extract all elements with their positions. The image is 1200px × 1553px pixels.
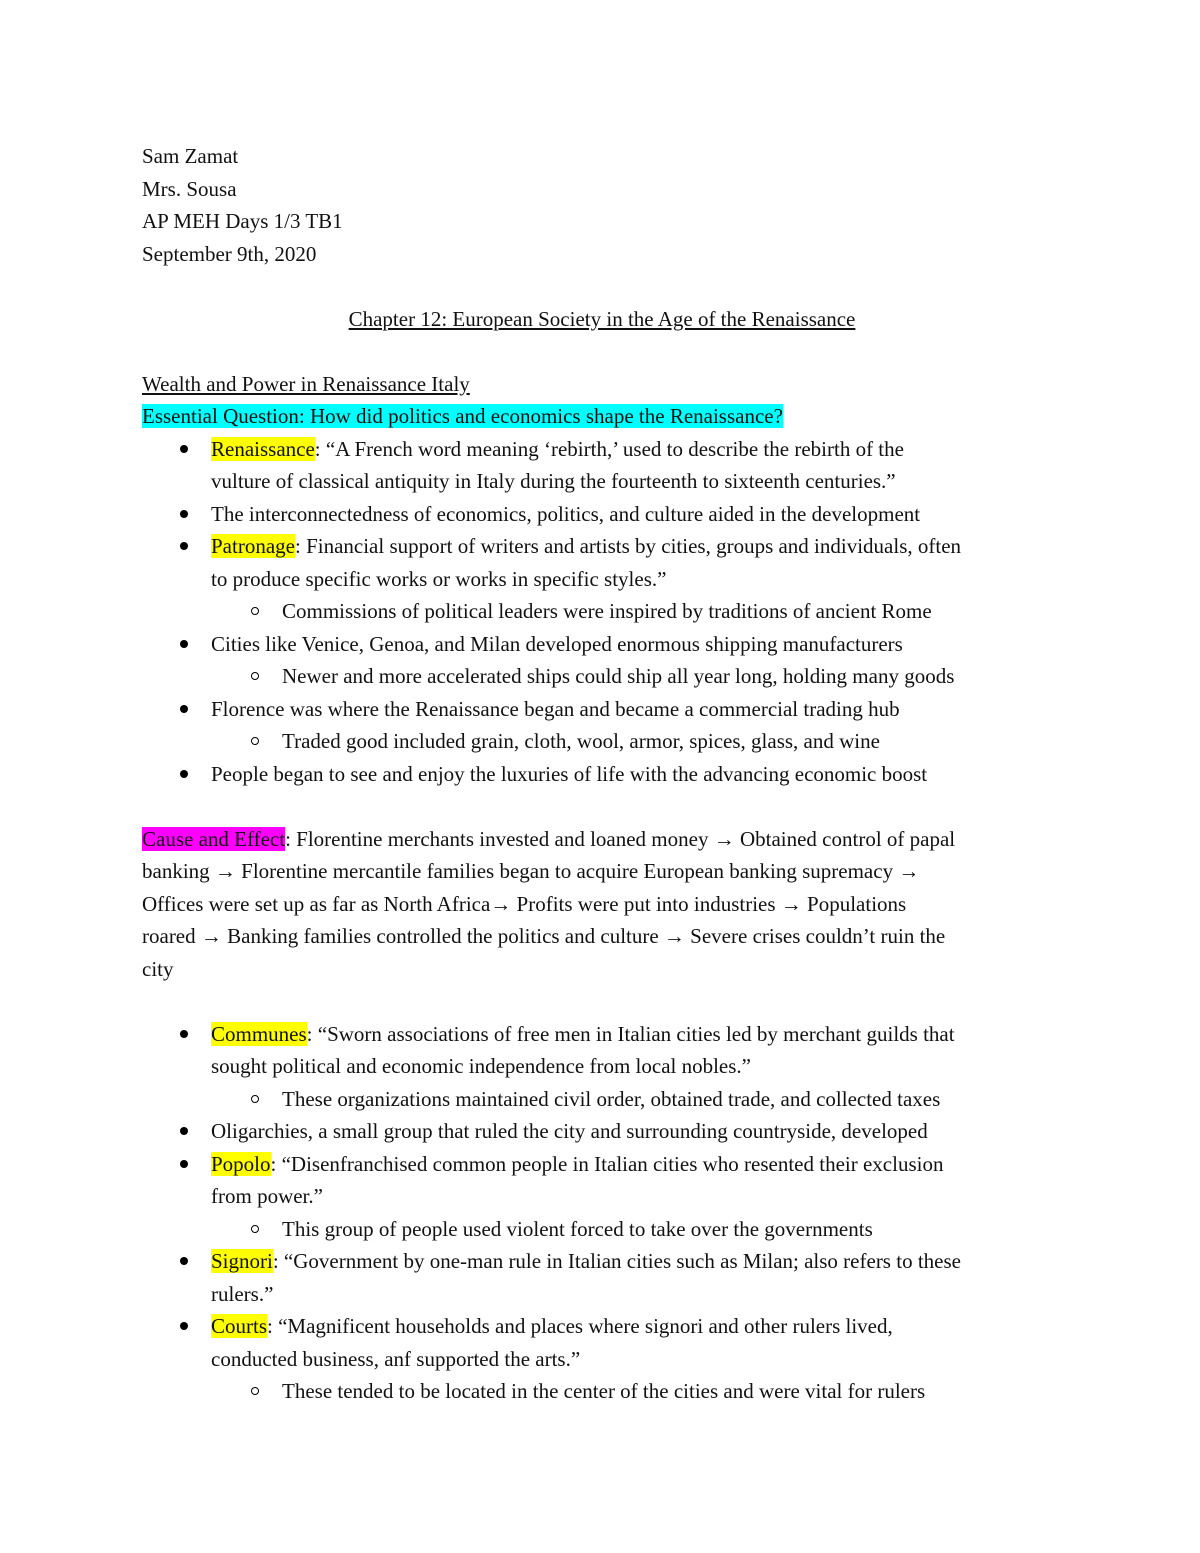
bullet-icon	[180, 640, 188, 648]
bullet-list-1	[142, 433, 1062, 791]
hollow-bullet-icon	[251, 672, 259, 680]
term-signori: Signori	[211, 1249, 273, 1273]
essential-question: Essential Question: How did politics and economics shape the Renaissance?	[142, 404, 783, 428]
hollow-bullet-icon	[251, 1095, 259, 1103]
section-heading: Wealth and Power in Renaissance Italy	[142, 371, 470, 396]
bullet-icon	[180, 1257, 188, 1265]
list-item: Patronage: Financial support of writers and artists by cities, groups and individuals, often to produce specific works or works in specific styles.” Commissions of political leaders were inspired by traditions of ancient Rome	[142, 530, 1062, 628]
list-item: Courts: “Magnificent households and places where signori and other rulers lived, conducted business, anf supported the arts.” These tended to be located in the center of the cities and were vital for rulers	[142, 1310, 1062, 1408]
list-item: Communes: “Sworn associations of free men in Italian cities led by merchant guilds that sought political and economic independence from local nobles.” These organizations maintained civil order, obtained trade, and collected taxes	[142, 1018, 1062, 1116]
bullet-icon	[180, 1030, 188, 1038]
sub-list-item: This group of people used violent forced to take over the governments	[211, 1213, 1062, 1246]
sub-list	[211, 1213, 1062, 1246]
cause-effect-label: Cause and Effect	[142, 826, 286, 851]
hollow-bullet-icon	[251, 1387, 259, 1395]
list-item: Signori: “Government by one-man rule in Italian cities such as Milan; also refers to these rulers.”	[142, 1245, 1062, 1310]
class-name: AP MEH Days 1/3 TB1	[142, 209, 343, 233]
list-item: Renaissance: “A French word meaning ‘rebirth,’ used to describe the rebirth of the vulture of classical antiquity in Italy during the fourteenth to sixteenth centuries.”	[142, 433, 1062, 498]
sub-list	[211, 660, 1062, 693]
term-patronage: Patronage	[211, 534, 295, 558]
list-item: Cities like Venice, Genoa, and Milan developed enormous shipping manufacturers Newer and more accelerated ships could ship all year long, holding many goods	[142, 628, 1062, 693]
list-item: The interconnectedness of economics, politics, and culture aided in the development	[142, 498, 1062, 531]
term-communes: Communes	[211, 1021, 307, 1046]
term-courts: Courts	[211, 1314, 268, 1338]
document-page	[142, 140, 1062, 1408]
bullet-icon	[180, 1127, 188, 1135]
sub-list-item: Newer and more accelerated ships could ship all year long, holding many goods	[211, 660, 1062, 693]
bullet-icon	[180, 705, 188, 713]
sub-list-item: These tended to be located in the center of the cities and were vital for rulers	[211, 1375, 1062, 1408]
bullet-icon	[180, 1322, 188, 1330]
hollow-bullet-icon	[251, 607, 259, 615]
bullet-icon	[180, 770, 188, 778]
sub-list	[211, 1375, 1062, 1408]
bullet-icon	[180, 1160, 188, 1168]
list-item: Florence was where the Renaissance began and became a commercial trading hub Traded good included grain, cloth, wool, armor, spices, glass, and wine	[142, 693, 1062, 758]
student-name: Sam Zamat	[142, 144, 239, 168]
sub-list	[211, 1083, 1062, 1116]
sub-list	[211, 595, 1062, 628]
list-item: People began to see and enjoy the luxuries of life with the advancing economic boost	[142, 758, 1062, 791]
sub-list	[211, 725, 1062, 758]
bullet-icon	[180, 542, 188, 550]
term-renaissance: Renaissance	[211, 436, 315, 461]
term-popolo: Popolo	[211, 1151, 271, 1176]
list-item: Oligarchies, a small group that ruled the city and surrounding countryside, developed	[142, 1115, 1062, 1148]
page-title: Chapter 12: European Society in the Age of the Renaissance	[348, 306, 856, 331]
date: September 9th, 2020	[142, 241, 317, 266]
teacher-name: Mrs. Sousa	[142, 176, 237, 201]
sub-list-item: Traded good included grain, cloth, wool, armor, spices, glass, and wine	[211, 725, 1062, 758]
bullet-list-2	[142, 1018, 1062, 1408]
hollow-bullet-icon	[251, 1225, 259, 1233]
cause-effect-paragraph: Cause and Effect: Florentine merchants invested and loaned money → Obtained control of papal banking → Florentine mercantile families began to acquire European banking supremacy → Offices were set up as far as North Africa→ Profits were put into industries → Populations roared → Banking families controlled the politics and culture → Severe crises couldn’t ruin the city	[142, 826, 956, 981]
hollow-bullet-icon	[251, 737, 259, 745]
sub-list-item: Commissions of political leaders were inspired by traditions of ancient Rome	[211, 595, 1062, 628]
bullet-icon	[180, 510, 188, 518]
sub-list-item: These organizations maintained civil order, obtained trade, and collected taxes	[211, 1083, 1062, 1116]
bullet-icon	[180, 445, 188, 453]
list-item: Popolo: “Disenfranchised common people in Italian cities who resented their exclusion from power.” This group of people used violent forced to take over the governments	[142, 1148, 1062, 1246]
